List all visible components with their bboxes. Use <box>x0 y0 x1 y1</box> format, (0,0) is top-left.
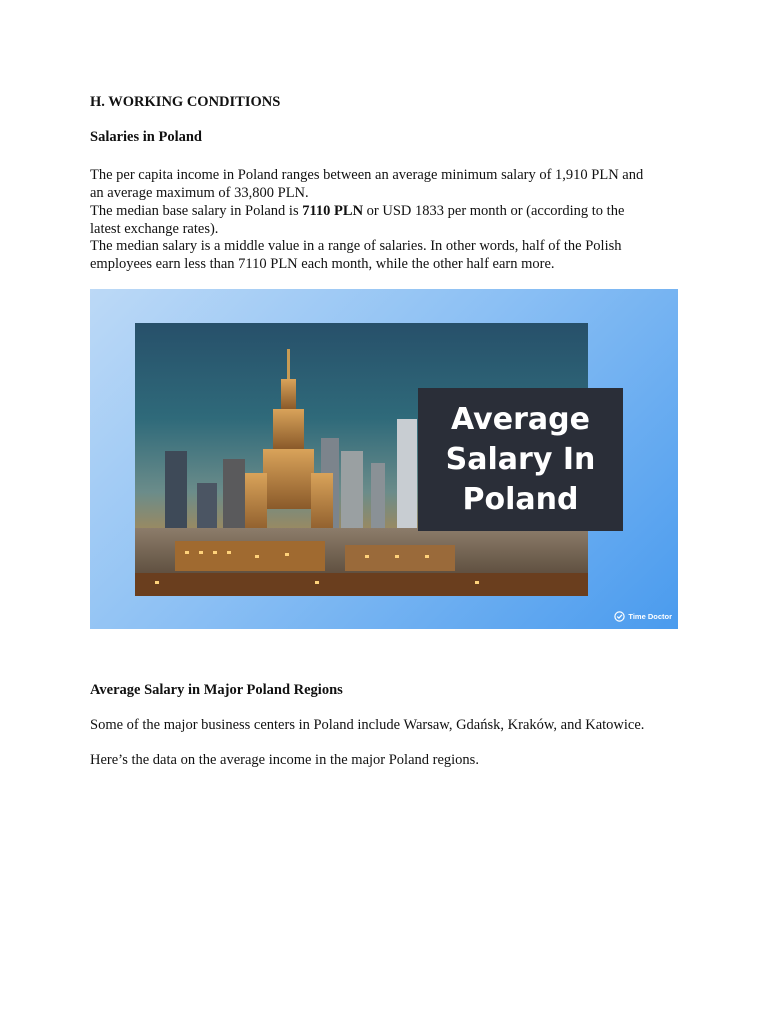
paragraph-median-definition <box>90 237 690 273</box>
banner-title-card <box>418 388 623 531</box>
subheading-regions: Average Salary in Major Poland Regions <box>90 682 343 698</box>
paragraph-business-centers: Some of the major business centers in Poland include Warsaw, Gdańsk, Kraków, and Katowice. <box>90 717 645 733</box>
paragraph-income-line2: an average maximum of 33,800 PLN. <box>90 185 309 201</box>
paragraph-median-salary <box>90 202 690 238</box>
median-value: 7110 PLN <box>302 203 364 219</box>
brand-name: Time Doctor <box>628 612 672 621</box>
subheading-salaries: Salaries in Poland <box>90 129 202 145</box>
banner-title-line2: Salary In <box>445 441 596 477</box>
definition-line1: The median salary is a middle value in a range of salaries. In other words, half of the Polish <box>90 238 622 254</box>
paragraph-income-range <box>90 166 690 202</box>
time-doctor-logo <box>614 611 672 622</box>
definition-line2: employees earn less than 7110 PLN each month, while the other half earn more. <box>90 256 555 272</box>
banner-title-line3: Poland <box>462 481 579 517</box>
banner-title-line1: Average <box>451 401 590 437</box>
average-salary-banner-image <box>90 289 678 629</box>
section-heading: H. WORKING CONDITIONS <box>90 94 281 110</box>
paragraph-income-line1: The per capita income in Poland ranges between an average minimum salary of 1,910 PLN and <box>90 167 644 183</box>
paragraph-data-intro: Here’s the data on the average income in the major Poland regions. <box>90 752 479 768</box>
median-suffix: or USD 1833 per month or (according to the <box>363 203 625 219</box>
median-prefix: The median base salary in Poland is <box>90 203 303 219</box>
median-line2: latest exchange rates). <box>90 221 219 237</box>
check-circle-icon <box>614 611 625 622</box>
